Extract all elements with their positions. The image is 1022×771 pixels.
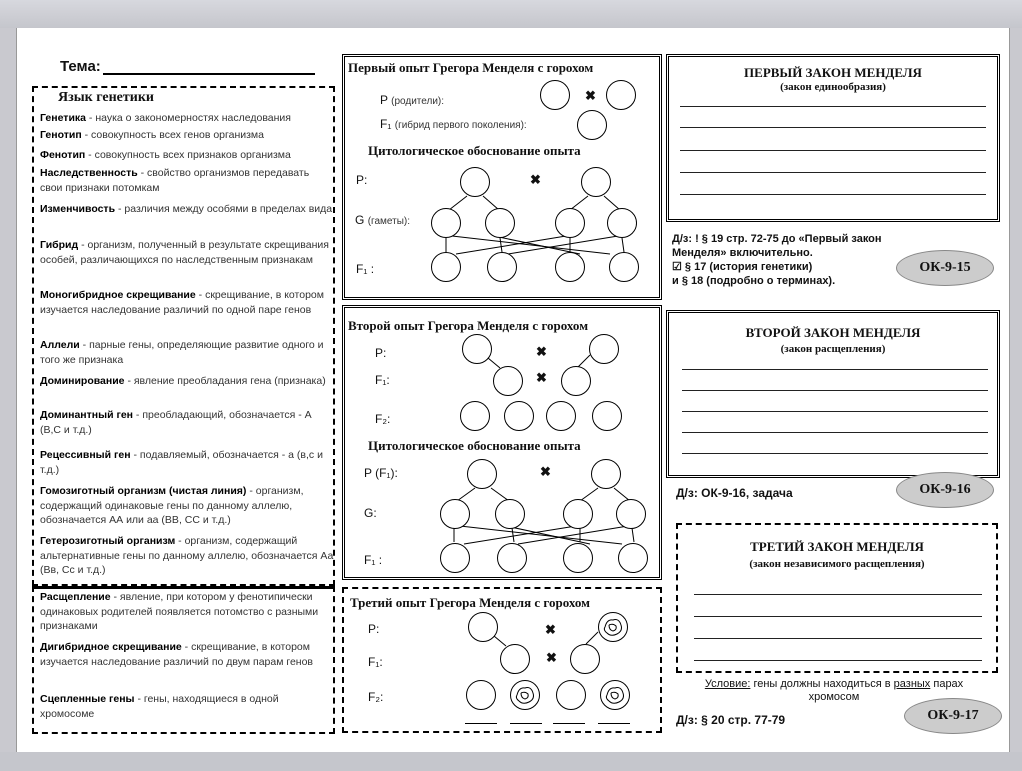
exp2-cyto-title: Цитологическое обоснование опыта xyxy=(368,438,581,453)
homework-1-line: Д/з: ! § 19 стр. 72-75 до «Первый закон xyxy=(672,233,882,245)
glossary-term-name: Рецессивный ген xyxy=(40,449,131,461)
glossary-term-definition: - совокупность всех генов организма xyxy=(81,129,264,141)
exp1-cyto-g-symbol: G xyxy=(355,213,365,227)
glossary-term-name: Изменчивость xyxy=(40,203,116,215)
exp3-ratio-blank xyxy=(510,723,542,724)
exp3-ratio-blank xyxy=(465,723,497,724)
exp1-cyto-title: Цитологическое обоснование опыта xyxy=(368,143,581,158)
homework-1-line: Менделя» включительно. xyxy=(672,247,813,259)
glossary-term-definition: - организм, полученный в результате скрещивания особей, различающихся по наследственным признакам xyxy=(40,239,329,266)
homework-1-line: ☑ § 17 (история генетики) xyxy=(672,261,813,273)
exp1-f1-note: (гибрид первого поколения): xyxy=(394,120,527,131)
law-3-answer-line xyxy=(694,616,982,617)
homework-2: Д/з: ОК-9-16, задача xyxy=(676,486,793,500)
glossary-term-definition: - скрещивание, в котором изучается наследование различий по двум парам генов xyxy=(40,641,314,668)
exp3-p-label: P: xyxy=(368,622,380,636)
exp1-cross-symbol: ✖ xyxy=(585,88,596,103)
glossary-term-definition: - организм, содержащий одинаковые гены по данному аллелю, обозначается АА или аа (ВВ, СС и т.д.) xyxy=(40,485,304,526)
law-3-answer-line xyxy=(694,594,982,595)
condition-line-2: хромосом xyxy=(808,691,860,703)
exp2-f1-label: F₁: xyxy=(375,373,390,387)
law-1-subtitle: (закон единообразия) xyxy=(780,81,886,93)
glossary-term-name: Наследственность xyxy=(40,167,138,179)
badge-ok-9-16: ОК-9-16 xyxy=(896,472,994,508)
exp2-cyto-g-label: G: xyxy=(364,506,377,520)
exp2-cross-symbol: ✖ xyxy=(536,344,547,359)
glossary-term-definition: - явление преобладания гена (признака) xyxy=(124,375,326,387)
exp2-f1-cross-symbol: ✖ xyxy=(536,370,547,385)
glossary-term-name: Гетерозиготный организм xyxy=(40,535,176,547)
homework-1-line: и § 18 (подробно о терминах). xyxy=(672,275,836,287)
exp3-f1-label: F₁: xyxy=(368,655,383,669)
glossary-term-definition: - организм, содержащий альтернативные гены по данному аллелю, обозначается Аа (Вв, Сс и т.д.) xyxy=(40,535,334,576)
glossary-term-name: Гомозиготный организм (чистая линия) xyxy=(40,485,247,497)
glossary-term-definition: - скрещивание, в котором изучается наследование различий по одной паре генов xyxy=(40,289,324,316)
glossary-term-definition: - парные гены, определяющие развитие одного и того же признака xyxy=(40,339,324,366)
law-3-box xyxy=(676,523,998,673)
topic-label: Тема: xyxy=(60,58,101,75)
law-2-subtitle: (закон расщепления) xyxy=(780,343,886,355)
glossary-term-definition: - подавляемый, обозначается - а (в,с и т.д.) xyxy=(40,449,323,476)
exp2-f2-label: F₂: xyxy=(375,412,391,426)
glossary-term-name: Аллели xyxy=(40,339,80,351)
experiment-3-title: Третий опыт Грегора Менделя с горохом xyxy=(350,595,590,610)
exp3-f2-label: F₂: xyxy=(368,690,384,704)
experiment-1-title: Первый опыт Грегора Менделя с горохом xyxy=(348,60,594,75)
exp2-p-label: P: xyxy=(375,346,387,360)
law-3-answer-line xyxy=(694,660,982,661)
glossary-term-name: Моногибридное скрещивание xyxy=(40,289,196,301)
glossary-term-name: Генетика xyxy=(40,112,86,124)
exp2-cyto-cross-symbol: ✖ xyxy=(540,464,551,479)
exp3-f2-smooth-pea xyxy=(556,680,586,710)
badge-ok-9-17: ОК-9-17 xyxy=(904,698,1002,734)
homework-3: Д/з: § 20 стр. 77-79 xyxy=(676,713,786,727)
exp3-f1-circle xyxy=(500,644,530,674)
condition-text-2: парах xyxy=(930,678,964,690)
glossary-term-name: Доминантный ген xyxy=(40,409,134,421)
badge-ok-9-15: ОК-9-15 xyxy=(896,250,994,286)
glossary-term-definition: - преобладающий, обозначается - А (В,С и т.д.) xyxy=(40,409,312,436)
condition-underlined: разных xyxy=(893,678,931,690)
exp1-cyto-cross-symbol: ✖ xyxy=(530,172,541,187)
glossary-term-name: Гибрид xyxy=(40,239,79,251)
condition-text-1: гены должны находиться в xyxy=(750,678,894,690)
law-3-title: ТРЕТИЙ ЗАКОН МЕНДЕЛЯ xyxy=(750,539,924,554)
glossary-term-name: Дигибридное скрещивание xyxy=(40,641,182,653)
glossary-title: Язык генетики xyxy=(58,90,154,105)
glossary-term-definition: - различия между особями в пределах вида xyxy=(115,203,333,215)
glossary-term-name: Доминирование xyxy=(40,375,125,387)
exp3-f1-circle xyxy=(570,644,600,674)
exp1-cyto-p-label: P: xyxy=(356,173,368,187)
exp2-cyto-p-label: P (F₁): xyxy=(364,466,398,480)
exp3-cross-symbol: ✖ xyxy=(545,622,556,637)
exp1-p-symbol: P xyxy=(380,93,388,107)
glossary-term-definition: - совокупность всех признаков организма xyxy=(85,149,291,161)
glossary-term-name: Сцепленные гены xyxy=(40,693,135,705)
glossary-term-name: Генотип xyxy=(40,129,82,141)
exp2-cyto-f1-label: F₁ : xyxy=(364,553,383,567)
experiment-2-title: Второй опыт Грегора Менделя с горохом xyxy=(348,318,589,333)
exp3-f2-smooth-pea xyxy=(466,680,496,710)
glossary-term-definition: - гены, находящиеся в одной хромосоме xyxy=(40,693,279,720)
law-2-title: ВТОРОЙ ЗАКОН МЕНДЕЛЯ xyxy=(745,325,921,340)
exp3-ratio-blank xyxy=(598,723,630,724)
exp3-f1-cross-symbol: ✖ xyxy=(546,650,557,665)
exp1-f1-symbol: F₁ xyxy=(380,117,392,131)
glossary-term-definition: - свойство организмов передавать свои признаки потомкам xyxy=(40,167,310,194)
law-3-subtitle: (закон независимого расщепления) xyxy=(749,558,925,570)
exp1-cyto-f1-label: F₁ : xyxy=(356,262,375,276)
exp3-f2-wrinkled-pea xyxy=(510,680,540,710)
condition-prefix: Условие: xyxy=(704,678,751,690)
glossary-term-definition: - явление, при котором у фенотипически одинаковых родителей появляется потомство с разными признаками xyxy=(40,591,319,632)
exp1-p-note: (родители): xyxy=(391,96,445,107)
glossary-term-definition: - наука о закономерностях наследования xyxy=(86,112,291,124)
glossary-term-name: Фенотип xyxy=(40,149,86,161)
glossary-term-name: Расщепление xyxy=(40,591,111,603)
exp3-ratio-blank xyxy=(553,723,585,724)
law-3-answer-line xyxy=(694,638,982,639)
law-1-title: ПЕРВЫЙ ЗАКОН МЕНДЕЛЯ xyxy=(744,65,922,80)
exp1-cyto-g-note: (гаметы): xyxy=(367,216,410,227)
exp3-f2-wrinkled-pea xyxy=(600,680,630,710)
